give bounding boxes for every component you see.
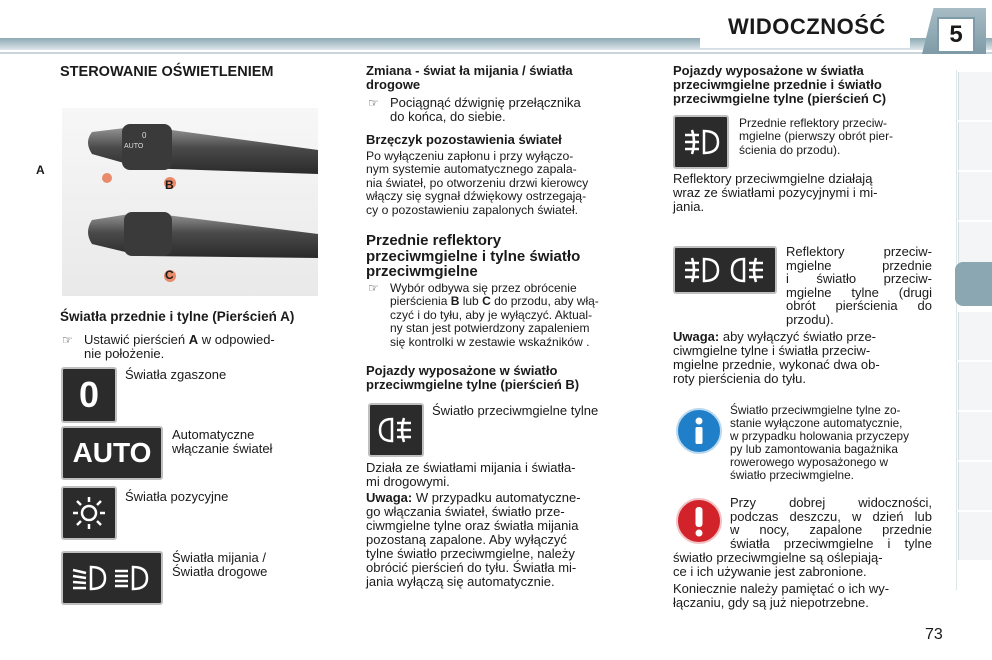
label-b: B [165, 178, 174, 192]
front-fog-glyph [682, 127, 720, 157]
side-tab-8[interactable] [958, 412, 992, 460]
warning-icon [676, 498, 722, 544]
side-tab-9[interactable] [958, 462, 992, 510]
warning-text-bottom: światło przeciwmgielne są oślepiają- ce i ich używanie jest zabronione. Koniecznie należy pamiętać o ich wy- łączaniu, gdy są już niepotrzebne. [673, 550, 890, 610]
lights-off-label: Światła zgaszone [125, 367, 227, 382]
ring-a-instruction: ☞ Ustawić pierścień A w odpowied- nie położenie. [62, 332, 275, 361]
warning-glyph [678, 500, 720, 542]
info-glyph [678, 410, 720, 452]
side-tab-7[interactable] [958, 362, 992, 410]
side-tab-edge [956, 70, 957, 590]
front-fog-icon [673, 115, 729, 169]
beam-label-1: Światła mijania / [172, 550, 266, 565]
hand-bullet-icon: ☞ [368, 281, 379, 295]
label-c: C [165, 268, 174, 282]
both-fog-glyph [682, 255, 768, 285]
both-fog-label: Reflektory przeciw- mgielne przednie i światło przeciw- mgielne tylne (drugi obrót pierścienia do przodu). [786, 244, 932, 327]
hand-bullet-icon: ☞ [62, 333, 73, 347]
beam-switch-heading-1: Zmiana - świat ła mijania / światła [366, 63, 573, 78]
auto-label-2: włączanie świateł [172, 441, 273, 456]
buzzer-text: Po wyłączeniu zapłonu i przy wyłączo- nym systemie automatycznego zapala- nia świateł, po otworzeniu drzwi kierowcy włączy się sygnał dźwiękowy ostrzegają- cy o pozostawieniu zapalonych świateł. [366, 149, 589, 217]
info-icon [676, 408, 722, 454]
rear-fog-note: Uwaga: W przypadku automatyczne- go włączania świateł, światło prze- ciwmgielne tylne oraz światła mijania pozostaną zapalone. Aby wyłączyć tylne światło przeciwmgielne, należy obrócić pierścień do tyłu. Światła mi- jania wyłączą się automatycznie. [366, 490, 581, 589]
section-title: STEROWANIE OŚWIETLENIEM [60, 64, 274, 80]
warning-text-top: Przy dobrej widoczności, podczas deszczu, w dzień lub w nocy, zapalone przednie światła przeciwmgielne i tylne [730, 495, 932, 551]
sidelights-icon [61, 486, 117, 540]
hand-bullet-icon: ☞ [368, 96, 379, 110]
header-line [0, 52, 992, 54]
sidelights-glyph [69, 493, 109, 533]
fog-instruction: ☞ Wybór odbywa się przez obrócenie pierścienia B lub C do przodu, aby włą- czyć i do tyłu, aby je wyłączyć. Aktual- ny stan jest potwierdzony zapaleniem się kontrolki w zestawie wskaźników . [368, 281, 599, 349]
side-tab-1[interactable] [958, 72, 992, 120]
rear-fog-label: Światło przeciwmgielne tylne [432, 403, 599, 418]
subsection-title: Światła przednie i tylne (Pierścień A) [60, 309, 295, 324]
front-fog-heading: Pojazdy wyposażone w światła przeciwmgielne przednie i światło przeciwmgielne tylne (pierścień C) [673, 63, 887, 106]
light-stalk-illustration [62, 108, 318, 296]
side-tab-2[interactable] [958, 122, 992, 170]
rear-fog-glyph [378, 415, 414, 445]
zero-icon: 0 [61, 367, 117, 423]
beam-label-2: Światła drogowe [172, 564, 268, 579]
beam-switch-instruction: ☞ Pociągnąć dźwignię przełącznika do końca, do siebie. [368, 95, 581, 124]
page-title: WIDOCZNOŚĆ [728, 14, 886, 39]
sidelights-label: Światła pozycyjne [125, 489, 229, 504]
rear-fog-text: Działa ze światłami mijania i światła- mi drogowymi. [366, 460, 576, 489]
side-tab-10[interactable] [958, 512, 992, 560]
rear-fog-heading: Pojazdy wyposażone w światło przeciwmgielne tylne (pierścień B) [366, 363, 580, 392]
front-fog-note: Uwaga: aby wyłączyć światło prze- ciwmgielne tylne i światła przeciw- mgielne przednie, wykonać dwa ob- roty pierścienia do tyłu. [673, 329, 880, 386]
page-number: 73 [925, 626, 943, 643]
front-and-rear-fog-icon [673, 246, 777, 294]
side-tab-active[interactable] [955, 262, 992, 306]
marker-a [102, 173, 112, 183]
chapter-number: 5 [937, 17, 975, 53]
auto-icon: AUTO [61, 426, 163, 480]
side-tab-6[interactable] [958, 312, 992, 360]
beam-glyphs [69, 563, 155, 593]
buzzer-heading: Brzęczyk pozostawienia świateł [366, 132, 562, 147]
auto-label-1: Automatyczne [172, 427, 255, 442]
stalk-zero-text: 0 [142, 131, 147, 140]
dipped-main-beam-icon [61, 551, 163, 605]
light-stalk-photo [62, 108, 318, 296]
stalk-auto-text: AUTO [124, 143, 144, 150]
side-tab-3[interactable] [958, 172, 992, 220]
info-text: Światło przeciwmgielne tylne zo- stanie wyłączone automatycznie, w przypadku holowania przyczepy py lub zamontowania bagażnika rowerowego wyposażonego w światło przeciwmgielne. [730, 403, 910, 482]
fog-heading: Przednie reflektory przeciwmgielne i tylne światło przeciwmgielne [366, 232, 581, 280]
rear-fog-icon [368, 403, 424, 457]
beam-switch-heading-2: drogowe [366, 77, 421, 92]
front-fog-text: Reflektory przeciwmgielne działają wraz ze światłami pozycyjnymi i mi- jania. [673, 171, 878, 214]
front-fog-label: Przednie reflektory przeciw- mgielne (pierwszy obrót pier- ścienia do przodu). [739, 116, 894, 157]
label-a: A [36, 163, 45, 177]
